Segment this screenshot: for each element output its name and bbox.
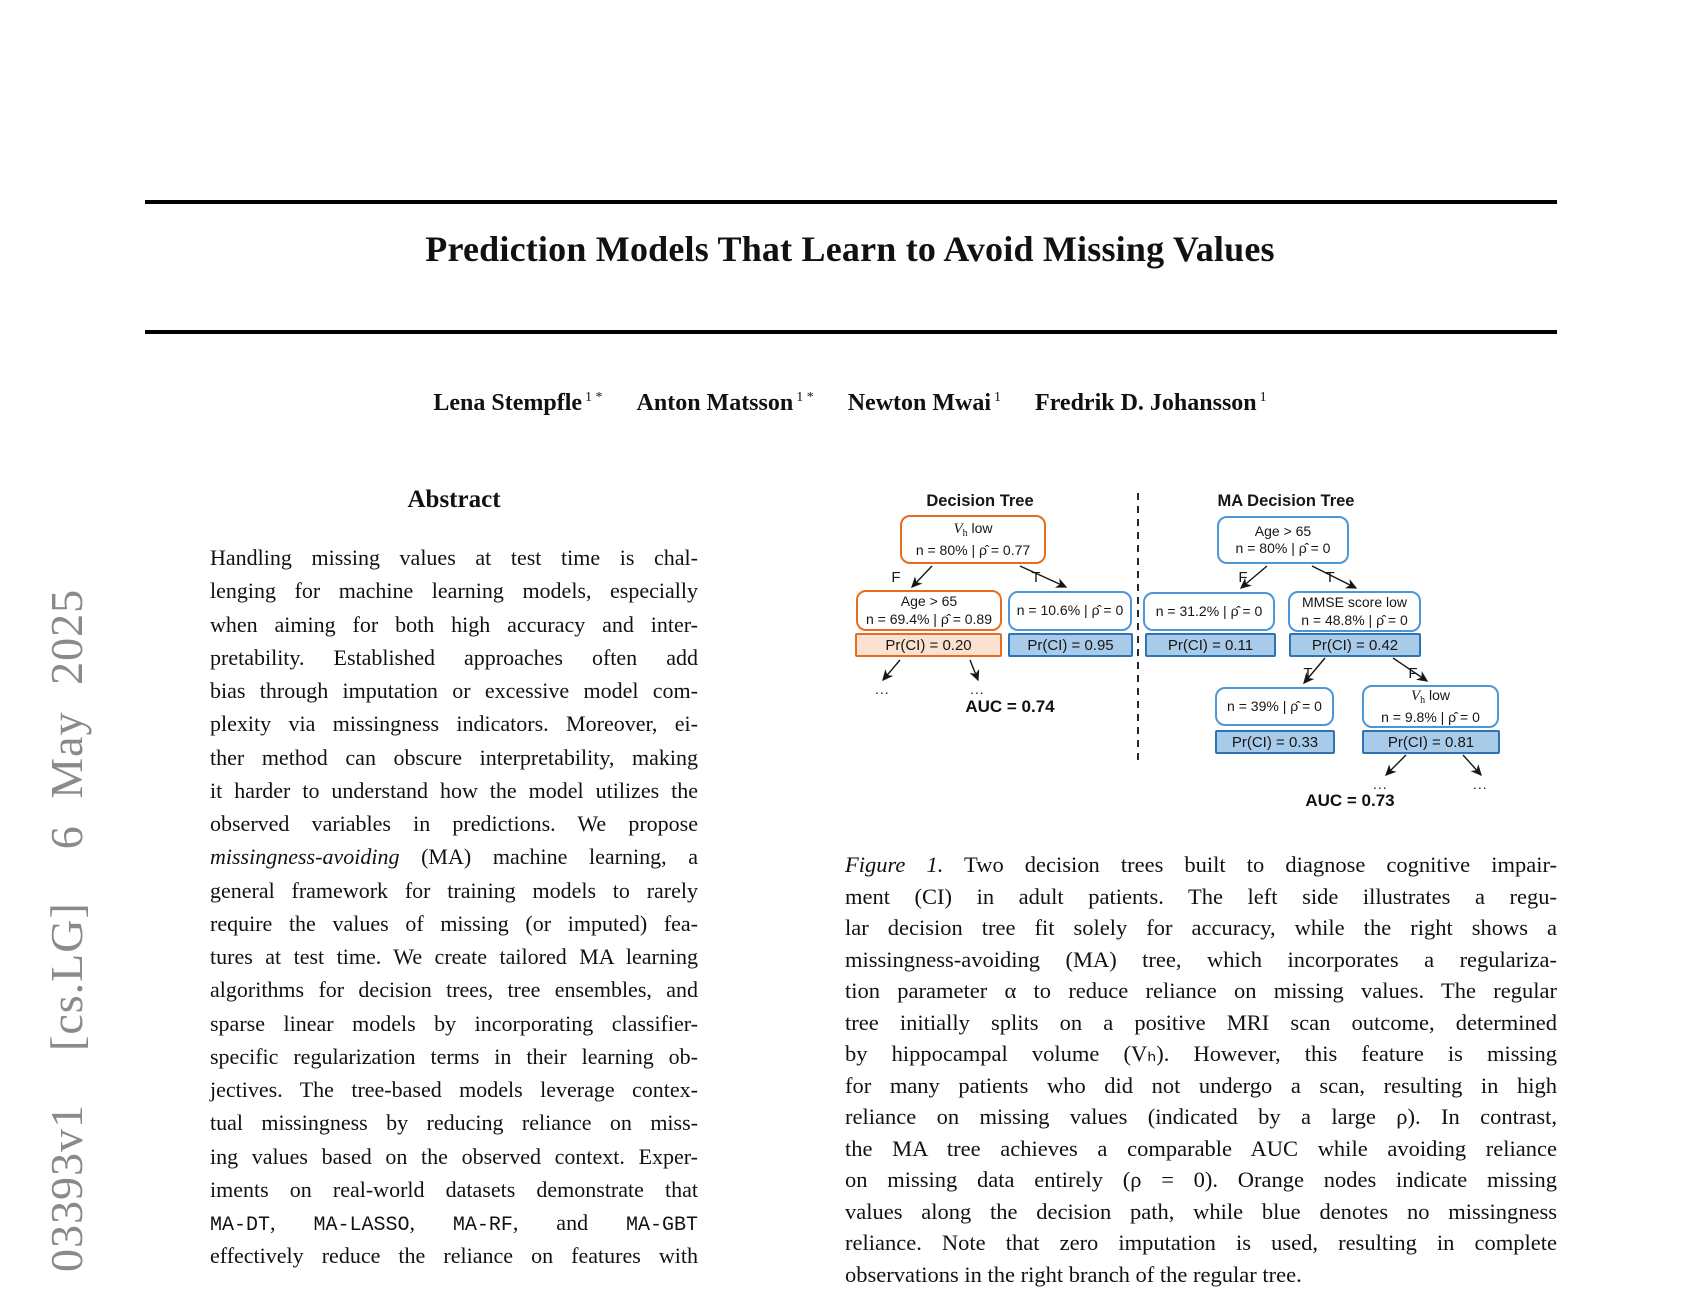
left-tree-root-node bbox=[900, 515, 1046, 564]
caption-line: reliance. Note that zero imputation is used, resulting in complete bbox=[845, 1227, 1557, 1259]
node-split-label bbox=[1411, 687, 1450, 710]
variable-subscript: h bbox=[1420, 695, 1425, 706]
abstract-line: sparse linear models by incorporating classifier- bbox=[210, 1007, 698, 1040]
edge-arrow bbox=[1386, 755, 1406, 775]
edge-arrow bbox=[912, 566, 932, 587]
abstract-line: Handling missing values at test time is chal- bbox=[210, 541, 698, 574]
caption-line: lar decision tree fit solely for accuracy, while the right shows a bbox=[845, 912, 1557, 944]
abstract-line: iments on real-world datasets demonstrate that bbox=[210, 1173, 698, 1206]
abstract-line: ther method can obscure interpretability, making bbox=[210, 741, 698, 774]
subtree-ellipsis: ... bbox=[1473, 776, 1488, 792]
caption-line: by hippocampal volume (Vₕ). However, this feature is missing bbox=[845, 1038, 1557, 1070]
left-tree-leaf-node bbox=[1008, 591, 1132, 631]
node-split-label: Age > 65 bbox=[1255, 523, 1311, 541]
pr-bar: Pr(CI) = 0.95 bbox=[1008, 633, 1133, 657]
author-1 bbox=[433, 390, 602, 416]
abstract-body bbox=[210, 541, 698, 1273]
variable-subscript: h bbox=[963, 528, 968, 539]
figure-caption bbox=[845, 849, 1557, 1290]
node-split-label bbox=[953, 520, 992, 543]
abstract-mono-term: MA-GBT bbox=[626, 1214, 698, 1237]
edge-arrow bbox=[970, 660, 978, 680]
variable-v: V bbox=[1411, 688, 1420, 704]
author-name: Lena Stempfle bbox=[433, 390, 582, 416]
top-rule bbox=[145, 200, 1557, 204]
edge-arrow bbox=[1463, 755, 1481, 775]
abstract-line: ing values based on the observed context. Exper- bbox=[210, 1140, 698, 1173]
author-3 bbox=[848, 390, 1001, 416]
abstract-line: tures at test time. We create tailored MA learning bbox=[210, 940, 698, 973]
caption-line: values along the decision path, while blue denotes no missingness bbox=[845, 1196, 1557, 1228]
abstract-line: when aiming for both high accuracy and inter- bbox=[210, 608, 698, 641]
authors-line bbox=[0, 390, 1700, 417]
node-split-label: MMSE score low bbox=[1302, 594, 1407, 612]
edge-label-true: T bbox=[1320, 569, 1340, 586]
subtree-ellipsis: ... bbox=[875, 681, 890, 697]
variable-v: V bbox=[953, 521, 962, 537]
node-stats-label: n = 39% | ρ̂ = 0 bbox=[1227, 698, 1322, 716]
page-title: Prediction Models That Learn to Avoid Missing Values bbox=[0, 228, 1700, 270]
abstract-line: it harder to understand how the model utilizes the bbox=[210, 774, 698, 807]
abstract-line: effectively reduce the reliance on features with bbox=[210, 1239, 698, 1272]
node-stats-label: n = 9.8% | ρ̂ = 0 bbox=[1381, 709, 1480, 727]
abstract-line: lenging for machine learning models, especially bbox=[210, 574, 698, 607]
edge-label-true: T bbox=[1298, 665, 1318, 682]
abstract-mono-term: MA-LASSO bbox=[313, 1214, 409, 1237]
separator: , bbox=[270, 1210, 313, 1235]
caption-text: Two decision trees built to diagnose cognitive impair- bbox=[943, 852, 1557, 877]
subtree-ellipsis: ... bbox=[970, 681, 985, 697]
edge-label-false: F bbox=[1233, 569, 1253, 586]
caption-line: tree initially splits on a positive MRI scan outcome, determined bbox=[845, 1007, 1557, 1039]
pr-bar: Pr(CI) = 0.33 bbox=[1215, 730, 1335, 754]
separator: , bbox=[409, 1210, 452, 1235]
edge-label-false: F bbox=[1403, 665, 1423, 682]
auc-label-right: AUC = 0.73 bbox=[1260, 791, 1440, 811]
author-superscript: 1 * bbox=[585, 390, 603, 405]
right-tree-child-node bbox=[1362, 685, 1499, 728]
right-tree-leaf-node bbox=[1143, 592, 1275, 631]
arxiv-watermark: 03393v1 [cs.LG] 6 May 2025 bbox=[40, 512, 93, 1272]
author-4 bbox=[1035, 390, 1267, 416]
right-tree-leaf-node bbox=[1215, 687, 1334, 726]
caption-line: on missing data entirely (ρ = 0). Orange nodes indicate missing bbox=[845, 1164, 1557, 1196]
caption-line bbox=[845, 849, 1557, 881]
auc-label-left: AUC = 0.74 bbox=[920, 697, 1100, 717]
right-tree-title: MA Decision Tree bbox=[1176, 492, 1396, 511]
variable-rest: low bbox=[1425, 687, 1450, 703]
abstract-line: pretability. Established approaches often add bbox=[210, 641, 698, 674]
left-tree-child-node bbox=[856, 590, 1002, 631]
caption-line: ment (CI) in adult patients. The left side illustrates a regu- bbox=[845, 881, 1557, 913]
abstract-line: bias through imputation or excessive model com- bbox=[210, 674, 698, 707]
caption-line: observations in the right branch of the regular tree. bbox=[845, 1259, 1557, 1290]
author-name: Fredrik D. Johansson bbox=[1035, 390, 1257, 416]
abstract-mono-term: MA-RF bbox=[453, 1214, 513, 1237]
abstract-line: tual missingness by reducing reliance on miss- bbox=[210, 1106, 698, 1139]
abstract-line: require the values of missing (or imputed) fea- bbox=[210, 907, 698, 940]
author-superscript: 1 * bbox=[796, 390, 814, 405]
abstract-line: plexity via missingness indicators. Moreover, ei- bbox=[210, 707, 698, 740]
pr-bar: Pr(CI) = 0.81 bbox=[1362, 730, 1500, 754]
author-name: Anton Matsson bbox=[637, 390, 794, 416]
node-split-label: Age > 65 bbox=[901, 593, 957, 611]
author-2 bbox=[637, 390, 814, 416]
left-tree-title: Decision Tree bbox=[870, 492, 1090, 511]
edge-label-false: F bbox=[886, 569, 906, 586]
abstract-line-mono bbox=[210, 1206, 698, 1239]
abstract-heading: Abstract bbox=[210, 486, 698, 514]
author-superscript: 1 bbox=[1260, 390, 1267, 405]
author-superscript: 1 bbox=[994, 390, 1001, 405]
subtree-ellipsis: ... bbox=[1373, 776, 1388, 792]
node-stats-label: n = 80% | ρ̂ = 0 bbox=[1236, 540, 1331, 558]
node-stats-label: n = 80% | ρ̂ = 0.77 bbox=[916, 542, 1030, 560]
abstract-line: jectives. The tree-based models leverage contex- bbox=[210, 1073, 698, 1106]
abstract-line: general framework for training models to rarely bbox=[210, 874, 698, 907]
separator: , and bbox=[513, 1210, 626, 1235]
author-name: Newton Mwai bbox=[848, 390, 991, 416]
pr-bar: Pr(CI) = 0.42 bbox=[1289, 633, 1421, 657]
node-stats-label: n = 48.8% | ρ̂ = 0 bbox=[1301, 612, 1408, 630]
abstract-mono-term: MA-DT bbox=[210, 1214, 270, 1237]
node-stats-label: n = 10.6% | ρ̂ = 0 bbox=[1017, 602, 1124, 620]
italic-term: missingness-avoiding bbox=[210, 844, 399, 869]
edge-label-true: T bbox=[1026, 569, 1046, 586]
right-tree-child-node bbox=[1288, 591, 1421, 632]
caption-line: tion parameter α to reduce reliance on missing values. The regular bbox=[845, 975, 1557, 1007]
node-stats-label: n = 31.2% | ρ̂ = 0 bbox=[1156, 603, 1263, 621]
abstract-line-italic bbox=[210, 840, 698, 873]
abstract-line: specific regularization terms in their learning ob- bbox=[210, 1040, 698, 1073]
abstract-line: algorithms for decision trees, tree ensembles, and bbox=[210, 973, 698, 1006]
caption-line: reliance on missing values (indicated by a large ρ). In contrast, bbox=[845, 1101, 1557, 1133]
caption-line: the MA tree achieves a comparable AUC while avoiding reliance bbox=[845, 1133, 1557, 1165]
edge-arrow bbox=[883, 660, 900, 680]
title-bottom-rule bbox=[145, 330, 1557, 334]
variable-rest: low bbox=[968, 520, 993, 536]
right-tree-root-node bbox=[1217, 516, 1349, 564]
abstract-line: observed variables in predictions. We propose bbox=[210, 807, 698, 840]
caption-line: for many patients who did not undergo a scan, resulting in high bbox=[845, 1070, 1557, 1102]
pr-bar: Pr(CI) = 0.11 bbox=[1145, 633, 1276, 657]
node-stats-label: n = 69.4% | ρ̂ = 0.89 bbox=[866, 611, 992, 629]
caption-line: missingness-avoiding (MA) tree, which incorporates a regulariza- bbox=[845, 944, 1557, 976]
pr-bar: Pr(CI) = 0.20 bbox=[855, 633, 1002, 657]
caption-label: Figure 1. bbox=[845, 852, 943, 877]
abstract-line-rest: (MA) machine learning, a bbox=[399, 844, 698, 869]
figure-panel bbox=[820, 485, 1560, 830]
